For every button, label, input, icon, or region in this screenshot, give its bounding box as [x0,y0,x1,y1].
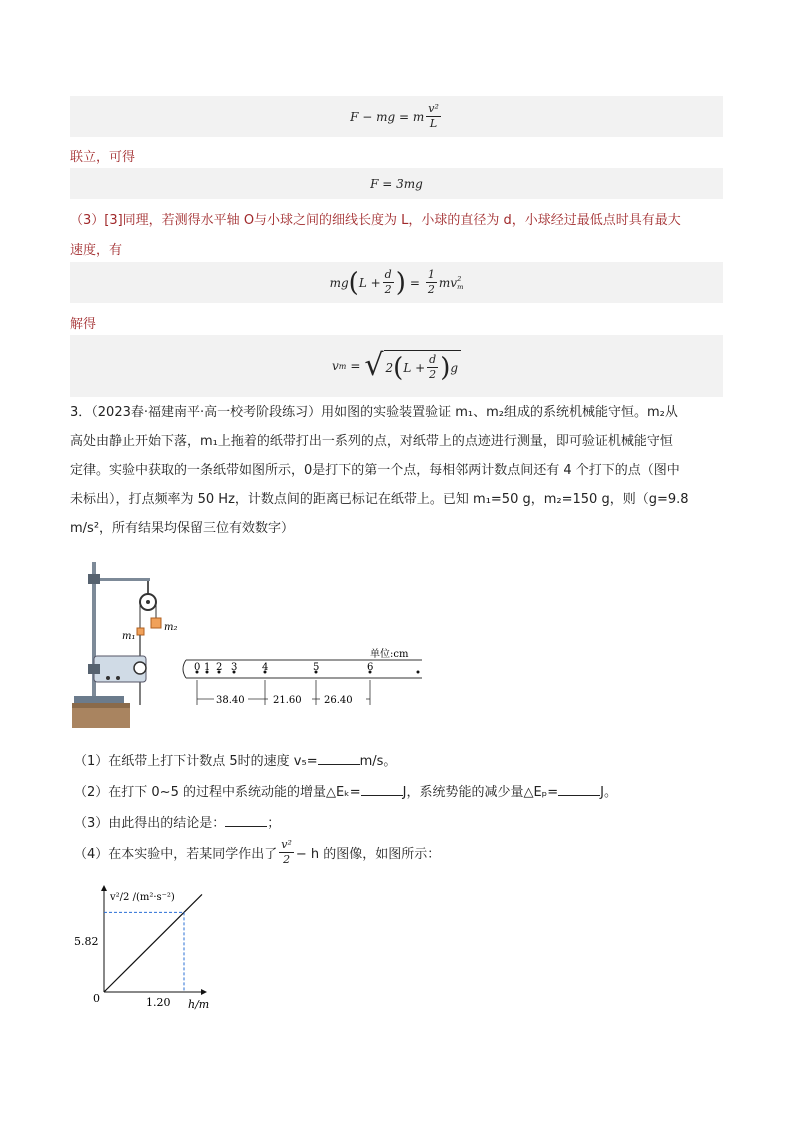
equation-4-two: 2 [429,368,437,381]
y-axis-label: v²/2 /(m²·s⁻²) [110,892,175,903]
table-edge [72,708,130,728]
equation-3-eq: = [409,275,420,290]
timer-screw-1 [106,676,110,680]
question-4-text-a: （4）在本实验中，若某同学作出了 [74,847,278,862]
answer-blank-v5[interactable] [318,752,360,765]
tape-label-0: 0 [194,662,201,673]
question-4-text-b: − h 的图像，如图所示： [295,847,441,862]
equation-2: F = 3mg [370,176,423,191]
equation-4-eq: = [350,359,361,373]
problem-line-4: 未标出），打点频率为 50 Hz，计数点间的距离已标记在纸带上。已知 m₁=50 g，m₂=150 g，则（g=9.8 [70,492,689,507]
question-4-frac-num: v² [281,838,292,851]
x-tick-label: 1.20 [146,996,171,1009]
equation-3-half [426,268,437,297]
timer-screw-2 [116,676,120,680]
solution-part3-line1: （3）[3]同理，若测得水平轴 O与小球之间的细线长度为 L，小球的直径为 d，小球经过最低点时具有最大 [70,213,681,228]
label-m2: m₂ [164,622,178,633]
sqrt-body [384,350,462,382]
answer-blank-delta-ep[interactable] [558,783,600,796]
problem-line-1: 3．（2023春·福建南平·高一校考阶段练习）用如图的实验装置验证 m₁、m₂组成的系统机械能守恒。m₂从 [70,405,678,420]
tape-unit-label: 单位:cm [370,649,409,660]
v2-h-graph [74,878,230,1013]
x-axis-label: h/m [188,998,210,1011]
tape-distance-2: 21.60 [273,695,302,706]
equation-3-sub: m [457,282,464,291]
equation-1-numerator: v² [428,102,439,115]
equation-box-4 [70,335,723,397]
equation-3-scripts [457,275,463,291]
question-2-text-a: （2）在打下 0~5 的过程中系统动能的增量△Eₖ= [74,785,361,800]
equation-3-rhs: mv [438,275,458,290]
data-line [104,894,202,992]
tape-label-5: 5 [313,662,320,673]
question-2-text-b: J，系统势能的减少量△Eₚ= [402,785,559,800]
question-1-unit: m/s。 [359,754,397,769]
solution-text-lianli: 联立，可得 [70,150,136,165]
equation-3-sup: 2 [457,274,462,283]
equation-3-lhs: mg [329,275,349,290]
solution-text-jiede: 解得 [70,317,97,332]
eq4-left-paren: ( [393,352,404,383]
stand-arm [92,578,150,581]
problem-statement [70,398,730,543]
tape-distance-3: 26.40 [324,695,353,706]
question-4-fraction [279,838,294,867]
equation-4-L: L + [403,360,426,375]
answer-blank-delta-ek[interactable] [361,783,403,796]
equation-box-1 [70,96,723,137]
problem-line-2: 高处由静止开始下落，m₁上拖着的纸带打出一系列的点，对纸带上的点迹进行测量，即可验证机械能守恒 [70,434,673,449]
answer-blank-conclusion[interactable] [225,814,267,827]
question-1 [74,750,396,769]
tape-label-3: 3 [231,662,238,673]
solution-part3-line2: 速度，有 [70,243,123,258]
equation-4-sub: m [338,361,347,371]
stand-base [74,696,124,703]
clamp-mid [88,664,100,674]
tape-label-6: 6 [367,662,374,673]
equation-3-two: 2 [384,283,392,296]
tape-label-2: 2 [216,662,223,673]
apparatus-figure [70,560,430,730]
clamp-top [88,574,100,584]
equation-4-d-fraction [427,353,438,382]
equation-3-half-den: 2 [427,283,435,296]
equation-1-denominator: L [429,117,438,130]
question-3-text: （3）由此得出的结论是： [74,816,226,831]
equation-1-lhs: F − mg = m [350,109,425,124]
question-4-frac-den: 2 [283,853,291,866]
question-1-text: （1）在纸带上打下计数点 5时的速度 v₅= [74,754,318,769]
problem-line-5: m/s²，所有结果均保留三位有效数字） [70,521,295,536]
tape-distance-1: 38.40 [216,695,245,706]
question-2-text-c: J。 [600,785,617,800]
origin-label: 0 [93,992,100,1005]
eq4-right-paren: ) [440,352,451,383]
equation-4-g: g [450,360,459,375]
question-3 [74,812,280,831]
equation-4-inner: 2 [385,360,394,375]
table-top [72,703,130,708]
equation-box-3 [70,262,723,303]
sqrt-sign: √ [364,348,384,383]
problem-line-3: 定律。实验中获取的一条纸带如图所示，0是打下的第一个点，每相邻两计数点间还有 4 个打下的点（图中 [70,463,680,478]
left-paren: ( [348,267,359,298]
tape-points [196,671,420,674]
equation-4-d: d [429,353,437,366]
pulley-center [146,600,150,604]
tape-label-4: 4 [262,662,269,673]
label-m1: m₁ [122,631,136,642]
right-paren: ) [395,267,406,298]
mass-m2 [151,618,161,628]
equation-1-fraction [426,102,441,131]
tape-label-1: 1 [204,662,211,673]
question-4 [74,838,440,867]
equation-4-v: v [331,359,339,373]
tape-dot-extra [417,671,420,674]
equation-3-half-num: 1 [427,268,435,281]
y-tick-label: 5.82 [74,935,99,948]
equation-3-d: d [384,268,392,281]
question-3-end: ； [267,816,281,831]
timer-knob [134,662,146,674]
question-2 [74,781,617,800]
equation-3-L: L + [358,275,381,290]
equation-3-d-fraction [383,268,394,297]
mass-m1 [137,628,144,635]
equation-box-2 [70,168,723,199]
